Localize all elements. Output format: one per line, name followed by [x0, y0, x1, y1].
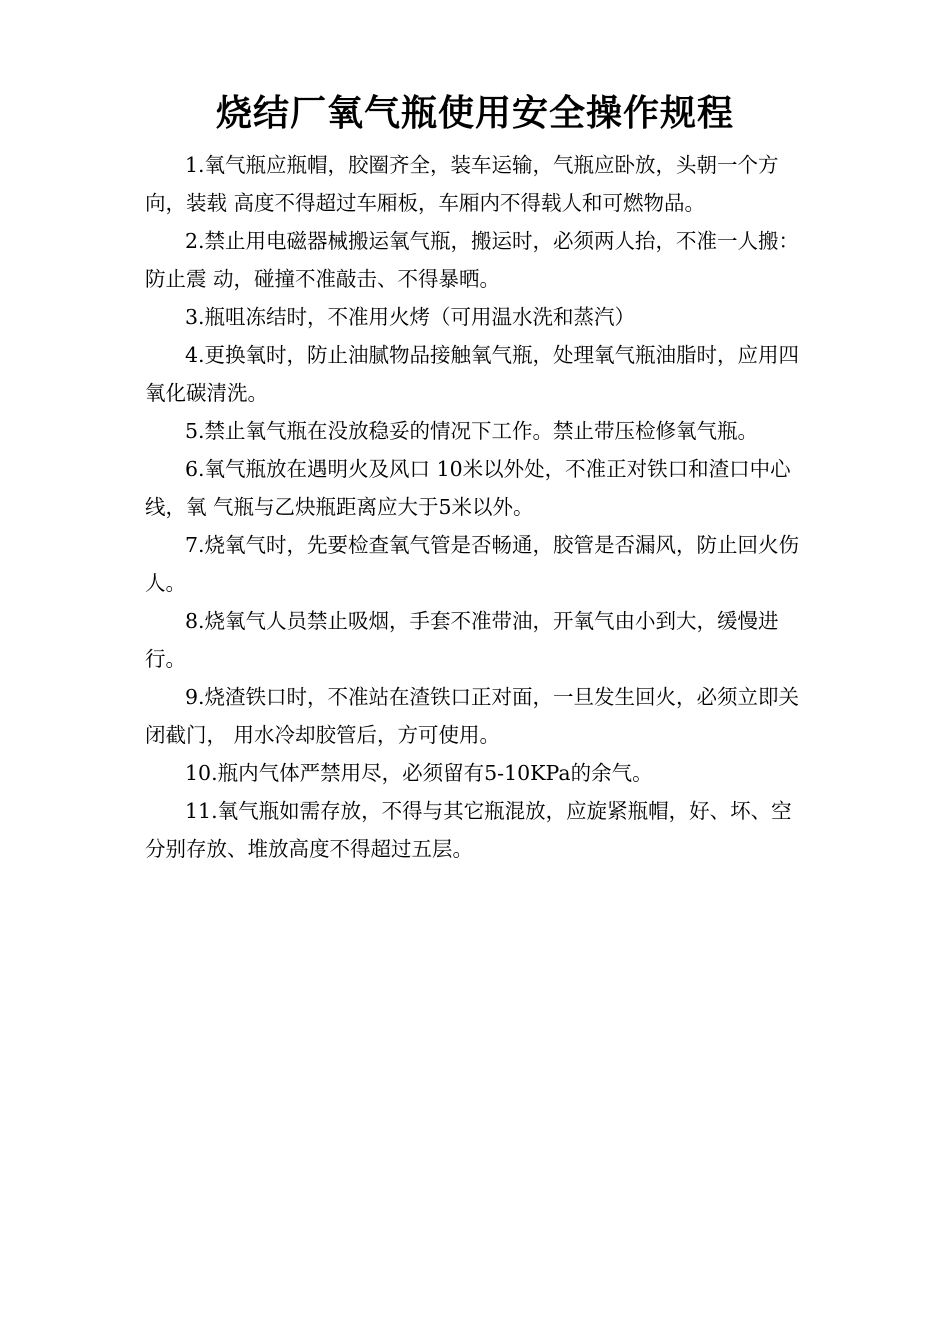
document-body: [145, 146, 810, 868]
rule-item-8: 8.烧氧气人员禁止吸烟，手套不准带油，开氧气由小到大，缓慢进行。: [145, 609, 779, 671]
rule-item-9: 9.烧渣铁口时，不准站在渣铁口正对面，一旦发生回火，必须立即关闭截门， 用水冷却胶管后，方可使用。: [145, 685, 800, 747]
document-title: 烧结厂氧气瓶使用安全操作规程: [215, 93, 734, 134]
rule-item-6: 6.氧气瓶放在遇明火及风口 10米以外处，不准正对铁口和渣口中心线，氧 气瓶与乙炔瓶距离应大于5米以外。: [145, 457, 791, 519]
rule-item-7: 7.烧氧气时，先要检查氧气管是否畅通，胶管是否漏风，防止回火伤人。: [145, 533, 800, 595]
rule-item-5: 5.禁止氧气瓶在没放稳妥的情况下工作。禁止带压检修氧气瓶。: [185, 419, 759, 443]
rule-item-3: 3.瓶咀冻结时，不准用火烤（可用温水洗和蒸汽）: [185, 305, 636, 329]
rule-item-11: 11.氧气瓶如需存放，不得与其它瓶混放，应旋紧瓶帽，好、坏、空分别存放、堆放高度不得超过五层。: [145, 799, 792, 861]
rule-item-4: 4.更换氧时，防止油腻物品接触氧气瓶，处理氧气瓶油脂时，应用四氧化碳清洗。: [145, 343, 800, 405]
rule-item-10: 10.瓶内气体严禁用尽，必须留有5-10KPa的余气。: [185, 761, 653, 785]
rule-item-2: 2.禁止用电磁器械搬运氧气瓶，搬运时，必须两人抬，不准一人搬：防止震 动，碰撞不准敲击、不得暴晒。: [145, 229, 800, 291]
rule-item-1: 1.氧气瓶应瓶帽，胶圈齐全，装车运输，气瓶应卧放，头朝一个方向，装载 高度不得超过车厢板，车厢内不得载人和可燃物品。: [145, 153, 779, 215]
